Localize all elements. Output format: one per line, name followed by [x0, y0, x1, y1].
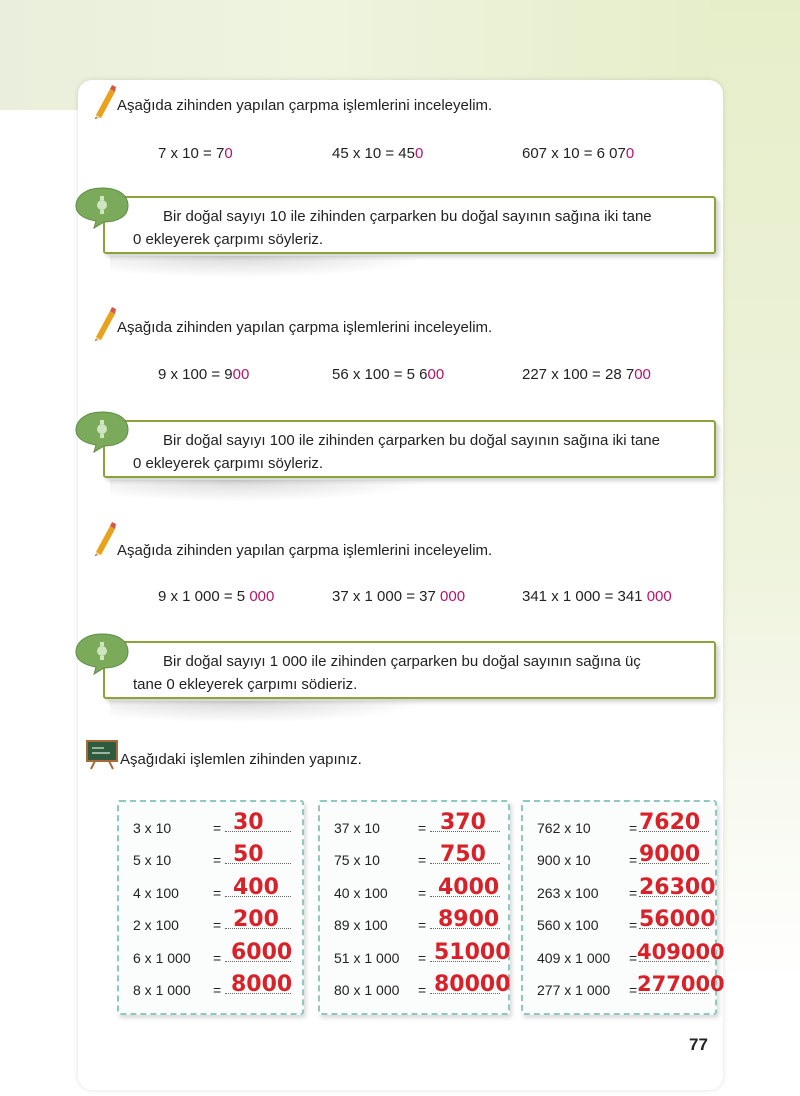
- exercise-row: 89 x 100 = 8900: [334, 907, 500, 933]
- answer: 51000: [434, 940, 511, 965]
- exercise-row: 75 x 10 = 750: [320, 844, 508, 874]
- exercise-heading: Aşağıdaki işlemlen zihinden yapınız.: [120, 751, 362, 768]
- answer: 409000: [637, 940, 725, 964]
- equation: 37 x 1 000 = 37 000: [332, 588, 466, 605]
- equation: 9 x 100 = 900: [158, 366, 250, 383]
- answer: 56000: [639, 907, 716, 932]
- exercise-row: 2 x 100 = 200: [119, 909, 302, 939]
- exercise-row: 5 x 10 = 50: [119, 844, 302, 874]
- exercise-column-3: [521, 800, 725, 1015]
- equation: 56 x 100 = 5 600: [332, 366, 445, 383]
- info-box: [103, 641, 716, 699]
- answer: 6000: [231, 940, 293, 965]
- section-3-heading: Aşağıda zihinden yapılan çarpma işlemlerini inceleyelim.: [117, 542, 493, 559]
- exercise-row: 4 x 100 = 400: [119, 877, 302, 907]
- pencil-icon: [90, 522, 116, 556]
- exercise-row: 762 x 10 = 7620: [523, 812, 715, 842]
- exercise-row: 37 x 10 = 370: [320, 812, 508, 842]
- answer: 80000: [434, 972, 511, 997]
- exercise-row: 80 x 1 000 = 80000: [334, 972, 511, 998]
- equation: 9 x 1 000 = 5 000: [158, 588, 275, 605]
- section-2-heading: Aşağıda zihinden yapılan çarpma işlemlerini inceleyelim.: [117, 319, 493, 336]
- answer: 750: [440, 842, 486, 867]
- exercise-row: 8 x 1 000 = 8000: [133, 972, 293, 998]
- answer: 50: [233, 842, 264, 867]
- answer: 9000: [639, 842, 701, 867]
- equation: 341 x 1 000 = 341 000: [522, 588, 672, 605]
- info-line: 0 ekleyerek çarpımı söyleriz.: [133, 455, 324, 472]
- info-box: [103, 196, 716, 254]
- equation: 7 x 10 = 70: [158, 145, 233, 162]
- page-number: 77: [689, 1035, 708, 1054]
- answer: 200: [233, 907, 279, 932]
- speech-bubble-icon: [74, 410, 130, 454]
- answer: 400: [233, 875, 279, 900]
- answer: 7620: [639, 810, 701, 835]
- equation: 45 x 10 = 450: [332, 145, 424, 162]
- info-line: Bir doğal sayıyı 10 ile zihinden çarparken bu doğal sayının sağına iki tane: [163, 208, 652, 225]
- section-1-heading: Aşağıda zihinden yapılan çarpma işlemlerini inceleyelim.: [117, 97, 493, 114]
- chalkboard-icon: [86, 740, 118, 770]
- pencil-icon: [90, 85, 116, 119]
- exercise-row: 51 x 1 000 = 51000: [334, 940, 511, 966]
- info-shadow: [110, 480, 430, 502]
- info-shadow: [110, 256, 430, 278]
- info-line: 0 ekleyerek çarpımı söyleriz.: [133, 231, 324, 248]
- exercise-row: 277 x 1 000 = 277000: [537, 972, 725, 998]
- info-line: Bir doğal sayıyı 100 ile zihinden çarparken bu doğal sayının sağına iki tane: [163, 432, 660, 449]
- exercise-row: 3 x 10 = 30: [119, 812, 302, 842]
- exercise-row: 560 x 100 = 56000: [537, 907, 716, 933]
- exercise-row: 900 x 10 = 9000: [523, 844, 715, 874]
- answer: 8900: [438, 907, 500, 932]
- exercise-column-2: [318, 800, 510, 1015]
- exercise-row: 6 x 1 000 = 6000: [133, 940, 293, 966]
- answer: 30: [233, 810, 264, 835]
- speech-bubble-icon: [74, 186, 130, 230]
- exercise-row: 409 x 1 000 = 409000: [537, 940, 725, 966]
- answer: 277000: [637, 972, 725, 996]
- equation: 607 x 10 = 6 070: [522, 145, 635, 162]
- answer: 4000: [438, 875, 500, 900]
- pencil-icon: [90, 307, 116, 341]
- info-line: Bir doğal sayıyı 1 000 ile zihinden çarparken bu doğal sayının sağına üç: [163, 653, 641, 670]
- info-line: tane 0 ekleyerek çarpımı södieriz.: [133, 676, 358, 693]
- exercise-column-1: [117, 800, 304, 1015]
- answer: 370: [440, 810, 486, 835]
- answer: 26300: [639, 875, 716, 900]
- page-background-right: [710, 0, 800, 1096]
- info-shadow: [110, 701, 430, 723]
- speech-bubble-icon: [74, 632, 130, 676]
- info-box: [103, 420, 716, 478]
- equation: 227 x 100 = 28 700: [522, 366, 651, 383]
- exercise-row: 263 x 100 = 26300: [537, 875, 716, 901]
- exercise-row: 40 x 100 = 4000: [334, 875, 500, 901]
- answer: 8000: [231, 972, 293, 997]
